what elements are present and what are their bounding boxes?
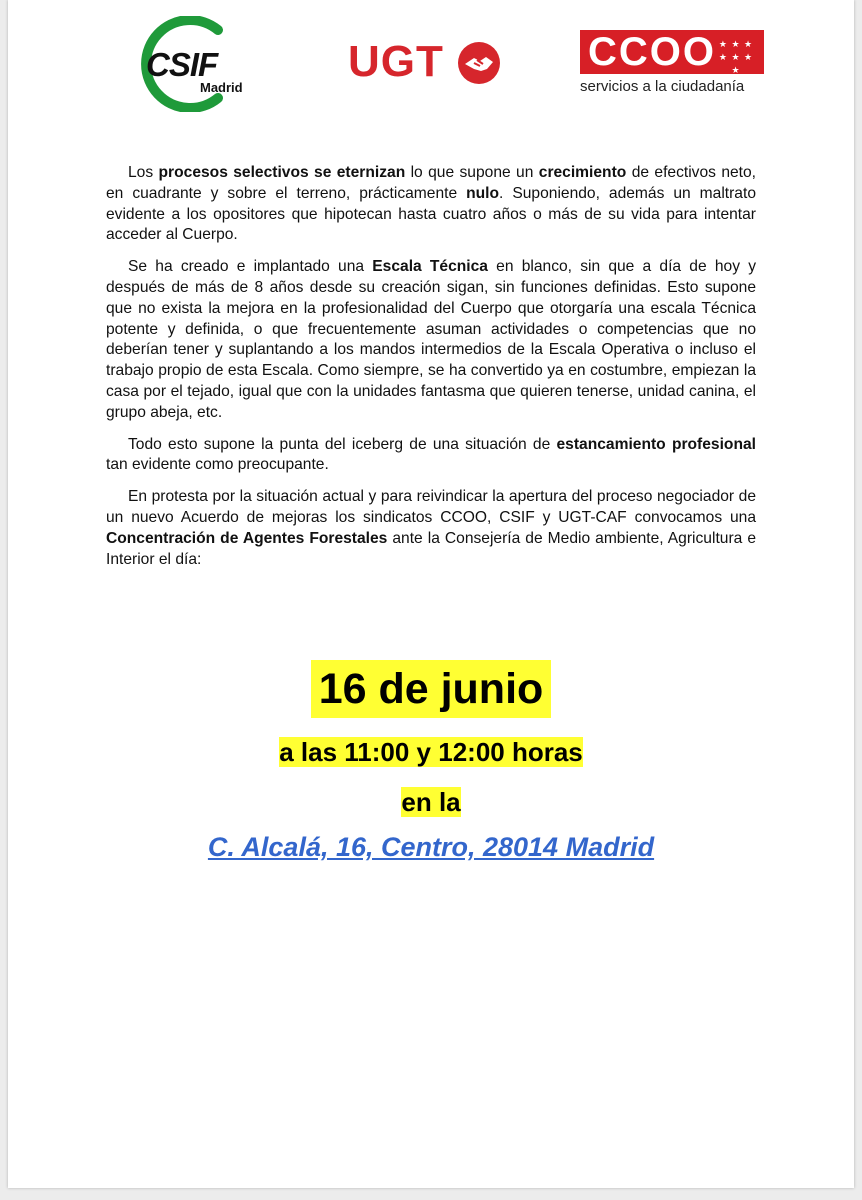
paragraph-4: En protesta por la situación actual y para reivindicar la apertura del proceso negociador de un nuevo Acuerdo de mejoras los sindicatos CCOO, CSIF y UGT-CAF convocamos una Concentración de Agentes Forestales ante la Consejería de Medio ambiente, Agricultura e Interior el día: bbox=[106, 488, 756, 568]
event-address-link[interactable]: C. Alcalá, 16, Centro, 28014 Madrid bbox=[207, 832, 655, 862]
csif-logo-text: CSIF bbox=[146, 46, 218, 83]
paragraph-3: Todo esto supone la punta del iceberg de una situación de estancamiento profesional tan evidente como preocupante. bbox=[106, 435, 756, 474]
ccoo-stars-icon: ★ ★ ★ ★ ★ ★ ★ bbox=[718, 39, 754, 75]
event-time-block bbox=[8, 734, 854, 770]
ccoo-logo-subtitle: servicios a la ciudadanía bbox=[580, 78, 745, 95]
paragraph-2: Se ha creado e implantado una Escala Técnica en blanco, sin que a día de hoy y después de más de 8 años desde su creación sigan, sin funciones definidas. Esto supone que no exista la mejora en la profesionalidad del Cuerpo que otorgaría una escala Técnica potente y definida, o que frecuentemente asuman actividades o competencias que no deberían tener y suplantando a los mandos intermedios de la Escala Operativa o incluso el trabajo propio de esta Escala. Como siempre, se ha convertido ya en costumbre, empiezan la casa por el tejado, igual que con la unidades fantasma que quieren tenerse, unidad canina, el grupo abeja, etc. bbox=[106, 258, 756, 421]
ccoo-logo-box bbox=[580, 30, 764, 74]
event-date: 16 de junio bbox=[311, 660, 552, 718]
ccoo-logo-text: CCOO bbox=[588, 30, 716, 74]
ccoo-logo bbox=[580, 30, 764, 100]
event-place-intro: en la bbox=[401, 787, 461, 817]
csif-logo-city: Madrid bbox=[200, 80, 243, 95]
event-address-block bbox=[8, 828, 854, 866]
event-time: a las 11:00 y 12:00 horas bbox=[279, 737, 583, 767]
letter-body bbox=[106, 163, 756, 581]
paragraph-1: Los procesos selectivos se eternizan lo que supone un crecimiento de efectivos neto, en cuadrante y sobre el terreno, prácticamente nulo. Suponiendo, además un maltrato evidente a los opositores que hipotecan hasta cuatro años o más de su vida para intentar acceder al Cuerpo. bbox=[106, 164, 757, 244]
handshake-icon bbox=[456, 40, 502, 86]
ugt-logo-text: UGT bbox=[348, 37, 444, 86]
ugt-logo bbox=[348, 38, 508, 88]
csif-logo bbox=[120, 16, 256, 112]
event-date-block bbox=[8, 660, 854, 718]
event-place-block bbox=[8, 784, 854, 820]
